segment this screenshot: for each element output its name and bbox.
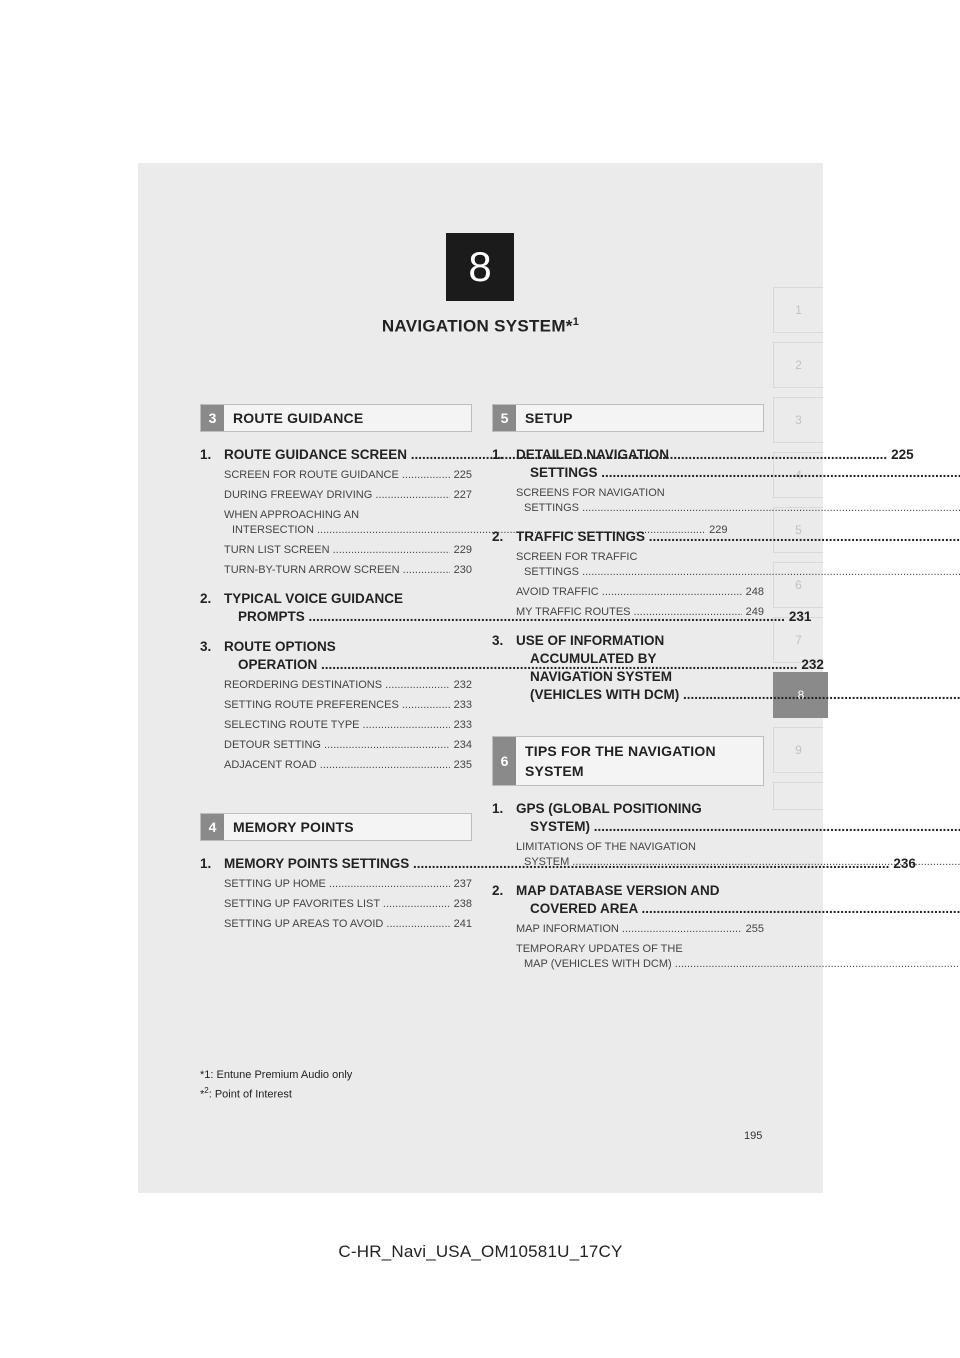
footnote-text: : Point of Interest [208,1088,292,1101]
chapter-tabs [773,287,823,819]
toc-main-item [492,446,764,482]
toc-title-text: PROMPTS ..... [238,608,785,626]
toc-title-text: ROUTE GUIDANCE SCREEN ..... [224,446,887,464]
toc-title-line [516,464,960,482]
toc-sub-text: AVOID TRAFFIC ..... [516,585,742,600]
toc-sub-line: SCREENS FOR NAVIGATION [516,487,665,499]
toc-sub-page: 255 [745,923,764,935]
section-header [492,736,764,786]
chapter-tab-label: 2 [795,358,802,372]
toc-sub-line [516,922,764,937]
toc-entry[interactable] [492,446,764,516]
toc-page-number: 225 [891,447,914,462]
chapter-tab-9[interactable] [773,727,823,773]
toc-sub-line: WHEN APPROACHING AN [224,509,360,521]
toc-sub-page: 234 [453,739,472,751]
toc-title-text: OPERATION ..... [238,656,797,674]
toc-sub-item[interactable] [224,698,472,713]
section-number [493,405,516,431]
chapter-tab-label: 8 [797,688,805,702]
toc-sub-text: SETTINGS ..... [524,566,960,578]
toc-sub-line [224,738,472,753]
footnote-mark: *1 [200,1069,211,1081]
toc-title-text: SYSTEM) ..... [530,818,960,836]
footnote-text: : Entune Premium Audio only [210,1069,353,1081]
section-header [200,813,472,841]
toc-title-line: NAVIGATION SYSTEM [530,669,673,684]
toc-title-line: DETAILED NAVIGATION [516,447,669,462]
toc-sub-line [224,917,472,932]
toc-sub-text: DETOUR SETTING ..... [224,738,450,753]
toc-sub-text: SETTING ROUTE PREFERENCES ..... [224,698,450,713]
toc-title-text: COVERED AREA ..... [530,900,960,918]
toc-main-item [492,528,764,546]
toc-item-title [516,446,960,482]
toc-item-title [516,882,960,918]
toc-sub-line: LIMITATIONS OF THE NAVIGATION [516,841,696,853]
section-number-text: 4 [208,819,217,835]
footnotes [200,1068,352,1103]
chapter-tab-1[interactable] [773,287,823,333]
toc-sub-item[interactable] [224,468,472,483]
toc-page-number: 236 [893,856,916,871]
toc-sub-text: INTERSECTION ..... [232,524,705,536]
toc-title-line [516,900,960,918]
toc-sub-item[interactable] [224,718,472,733]
toc-sub-item[interactable] [516,605,764,620]
toc-item-number: 3. [492,633,504,648]
toc-page-number: 231 [788,609,812,624]
toc-entry[interactable] [492,800,764,870]
toc-sub-line: SCREEN FOR TRAFFIC [516,551,638,563]
toc-sub-line [516,957,764,972]
toc-sub-list [492,486,764,516]
toc-title-line [516,528,960,546]
toc-sub-item[interactable] [224,758,472,773]
toc-item-title [516,800,960,836]
chapter-tab-label: 7 [795,633,802,647]
toc-sub-item[interactable] [516,585,764,600]
toc-sub-text: SETTING UP HOME ..... [224,877,450,892]
toc-entry[interactable] [492,632,764,704]
chapter-title: NAVIGATION SYSTEM*$^1$ [381,316,580,336]
toc-sub-item[interactable] [516,942,764,972]
toc-sub-item[interactable] [516,922,764,937]
chapter-tab-label: 6 [795,578,802,592]
toc-title-line: TYPICAL VOICE GUIDANCE [224,591,404,606]
toc-item-number: 2. [200,591,212,606]
toc-sub-page: 230 [453,564,472,576]
toc-sub-line [516,565,764,580]
chapter-number-badge: 8 [446,233,514,301]
toc-sub-page: 229 [453,544,472,556]
section-number [201,405,224,431]
footnote-mark: * [200,1088,205,1101]
toc-sub-page: 235 [453,759,472,771]
toc-item-number: 1. [492,447,504,462]
chapter-tab-3[interactable] [773,397,823,443]
toc-item-number: 2. [492,883,504,898]
toc-entry[interactable] [492,882,764,972]
document-id: C-HR_Navi_USA_OM10581U_17CY [338,1242,623,1261]
toc-sub-line [516,585,764,600]
toc-sub-item[interactable] [516,486,764,516]
toc-sub-line [224,698,472,713]
toc-item-number: 2. [492,529,504,544]
chapter-tab-label: 9 [795,743,802,757]
toc-sub-line [224,877,472,892]
toc-sub-line [224,897,472,912]
toc-title-text: (VEHICLES WITH DCM) ..... [530,686,960,704]
chapter-tab-label: 4 [795,468,802,482]
toc-sub-item[interactable] [224,543,472,558]
toc-sub-line: TEMPORARY UPDATES OF THE [516,943,683,955]
toc-sub-line [224,563,472,578]
toc-sub-item[interactable] [516,550,764,580]
toc-title-line: GPS (GLOBAL POSITIONING [516,801,702,816]
chapter-tab-label: 3 [795,413,802,427]
toc-sub-page: 249 [745,606,764,618]
footnote-sup: 2 [204,1086,209,1095]
toc-sub-page: 232 [453,679,472,691]
chapter-tab-label: 1 [795,303,802,317]
toc-sub-page: 238 [453,898,472,910]
toc-sub-text: SETTING UP AREAS TO AVOID ..... [224,917,450,932]
toc-item-title [516,528,960,546]
toc-sub-item[interactable] [516,840,764,870]
toc-sub-page: 241 [453,918,472,930]
toc-title-text: MEMORY POINTS SETTINGS ..... [224,855,889,873]
toc-sub-page: 229 [709,524,728,536]
right-column [492,404,764,977]
section-title: MEMORY POINTS [233,819,354,835]
toc-sub-text: SETTING UP FAVORITES LIST ..... [224,897,450,912]
section-title: ROUTE GUIDANCE [233,410,364,426]
toc-title-line: MAP DATABASE VERSION AND [516,883,720,898]
toc-sub-item[interactable] [224,877,472,892]
chapter-tab-label: 5 [795,523,802,537]
toc-section [492,736,764,972]
toc-sub-line [516,605,764,620]
toc-sub-item[interactable] [224,897,472,912]
footnote [200,1083,352,1103]
toc-sub-line [516,855,764,870]
toc-sub-text: SCREEN FOR ROUTE GUIDANCE ..... [224,468,450,483]
toc-sub-line [224,718,472,733]
toc-item-number: 3. [200,639,212,654]
toc-page-number: 232 [801,657,824,672]
toc-item-number: 1. [200,856,212,871]
toc-sub-text: MAP INFORMATION ..... [516,922,742,937]
toc-sub-page: 227 [453,489,472,501]
toc-sub-line [224,468,472,483]
toc-sub-line [516,501,764,516]
section-number [201,814,224,840]
toc-section [492,404,764,704]
section-title: TIPS FOR THE NAVIGATION SYSTEM [525,743,716,779]
toc-sub-list [492,922,764,972]
toc-sub-text: TURN LIST SCREEN ..... [224,543,450,558]
toc-title-line: ROUTE OPTIONS [224,639,336,654]
section-number-text: 6 [500,753,509,769]
toc-main-item [492,632,764,704]
toc-sub-page: 237 [453,878,472,890]
toc-main-item [492,882,764,918]
toc-title-line: ACCUMULATED BY [530,651,657,666]
toc-sub-page: 225 [453,469,472,481]
toc-sub-text: SETTINGS ..... [524,502,960,514]
toc-sub-list [492,550,764,620]
toc-main-item [492,800,764,836]
toc-sub-text: MAP (VEHICLES WITH DCM) ..... [524,958,960,970]
toc-title-text: SETTINGS ..... [530,464,960,482]
toc-sub-list [492,840,764,870]
section-header [200,404,472,432]
section-number [493,737,516,785]
section-number-text: 3 [208,410,217,426]
toc-item-number: 1. [492,801,504,816]
toc-sub-item[interactable] [224,917,472,932]
toc-sub-item[interactable] [224,678,472,693]
toc-sub-list [200,877,472,932]
toc-title-text: TRAFFIC SETTINGS ..... [516,528,960,546]
toc-sub-text: REORDERING DESTINATIONS ..... [224,678,450,693]
toc-sub-line [224,488,472,503]
toc-sub-item[interactable] [224,563,472,578]
toc-sub-page: 233 [453,719,472,731]
toc-sub-page: 233 [453,699,472,711]
toc-sub-line [224,758,472,773]
toc-sub-line [224,543,472,558]
toc-sub-text: MY TRAFFIC ROUTES ..... [516,605,742,620]
toc-sub-line [224,678,472,693]
chapter-tab-2[interactable] [773,342,823,388]
toc-sub-list [200,678,472,773]
section-header [492,404,764,432]
toc-item-number: 1. [200,447,212,462]
toc-sub-item[interactable] [224,488,472,503]
toc-sub-text: TURN-BY-TURN ARROW SCREEN ..... [224,563,450,578]
toc-title-line [516,818,960,836]
toc-title-line [516,686,960,704]
footnote [200,1068,352,1083]
toc-sub-page: 248 [745,586,764,598]
toc-title-line: USE OF INFORMATION [516,633,665,648]
toc-sub-text: DURING FREEWAY DRIVING ..... [224,488,450,503]
toc-sub-text: SYSTEM ..... [524,856,960,868]
toc-sub-item[interactable] [224,738,472,753]
toc-item-title [516,632,960,704]
section-title: SETUP [525,410,573,426]
page-number: 195 [744,1130,763,1142]
toc-entry[interactable] [492,528,764,620]
toc-sub-text: SELECTING ROUTE TYPE ..... [224,718,450,733]
toc-sub-text: ADJACENT ROAD ..... [224,758,450,773]
section-number-text: 5 [500,410,509,426]
